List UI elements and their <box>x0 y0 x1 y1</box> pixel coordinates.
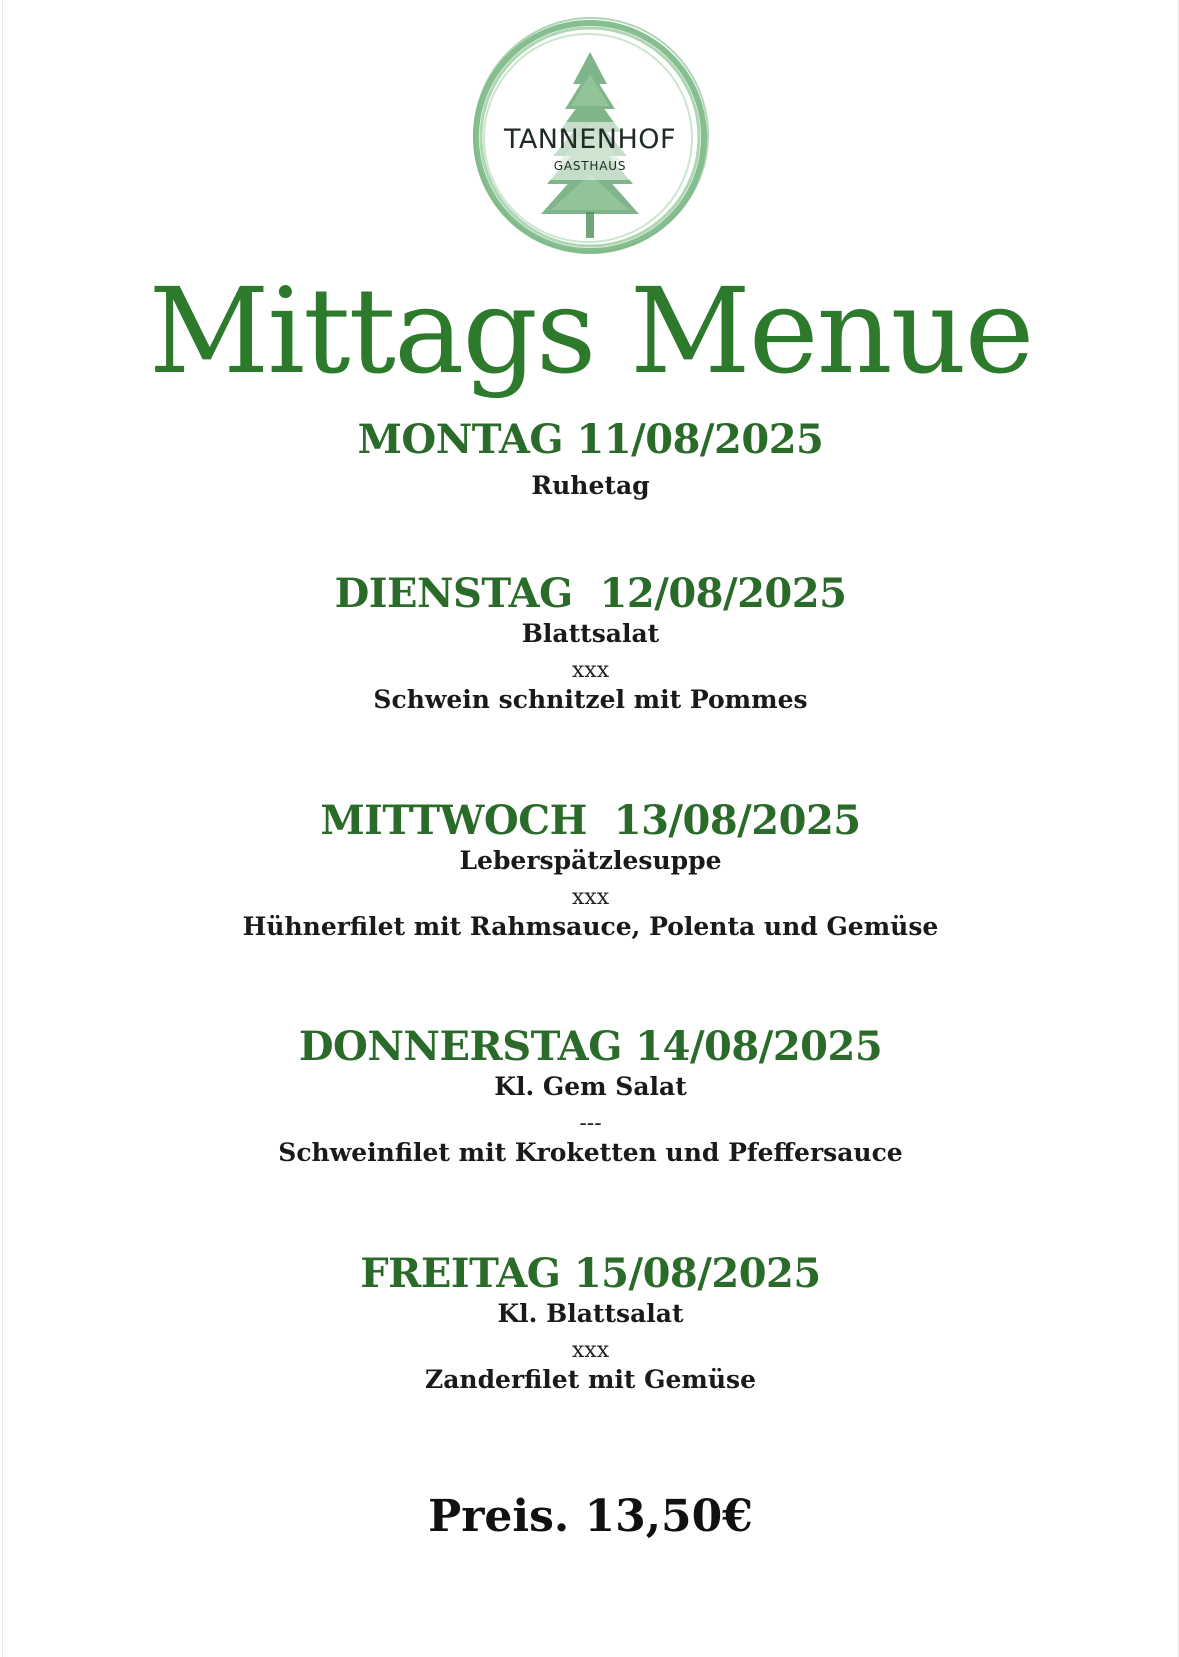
dish-starter: Blattsalat <box>521 619 660 648</box>
dish-main: Schweinfilet mit Kroketten und Pfeffersauce <box>278 1138 903 1167</box>
dish-note: Ruhetag <box>531 471 650 500</box>
dish-starter: Kl. Gem Salat <box>494 1072 687 1101</box>
menu-page <box>2 0 1179 1657</box>
day-heading: MONTAG 11/08/2025 <box>357 416 824 463</box>
day-wednesday <box>3 797 1178 943</box>
dish-starter: Leberspätzlesuppe <box>459 846 722 875</box>
day-tuesday <box>3 570 1178 716</box>
dish-starter: Kl. Blattsalat <box>497 1299 684 1328</box>
menu-price: Preis. 13,50€ <box>428 1491 753 1542</box>
day-heading: DIENSTAG 12/08/2025 <box>334 570 847 617</box>
course-separator: xxx <box>571 1338 610 1363</box>
day-heading: FREITAG 15/08/2025 <box>360 1250 821 1297</box>
day-heading: MITTWOCH 13/08/2025 <box>320 797 861 844</box>
logo-subtitle: GASTHAUS <box>553 159 627 173</box>
page-title: Mittags Menue <box>148 262 1033 400</box>
dish-main: Hühnerfilet mit Rahmsauce, Polenta und Gemüse <box>242 912 939 941</box>
dish-main: Schwein schnitzel mit Pommes <box>373 685 808 714</box>
fir-tree-icon <box>467 14 713 260</box>
day-heading: DONNERSTAG 14/08/2025 <box>298 1023 883 1070</box>
day-friday <box>3 1250 1178 1396</box>
day-thursday <box>3 1023 1178 1169</box>
day-monday <box>3 416 1178 502</box>
logo-name: TANNENHOF <box>503 124 677 155</box>
dish-main: Zanderfilet mit Gemüse <box>424 1365 757 1394</box>
course-separator: xxx <box>571 885 610 910</box>
tannenhof-logo <box>467 14 713 260</box>
course-separator: --- <box>579 1111 602 1136</box>
course-separator: xxx <box>571 658 610 683</box>
